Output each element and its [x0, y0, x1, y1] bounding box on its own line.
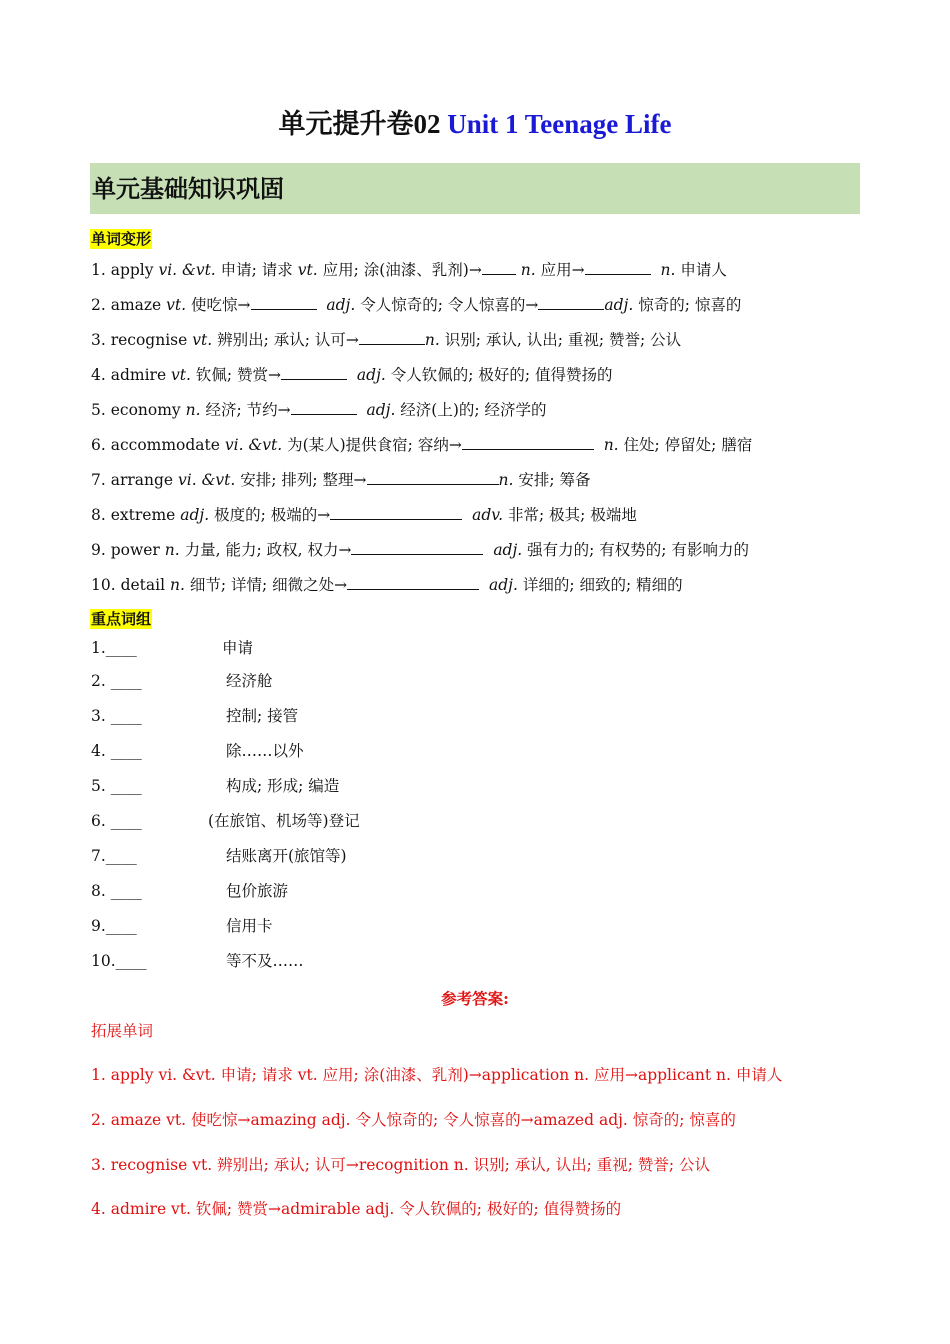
phrase-blank[interactable]: 7.____	[91, 847, 137, 865]
word-form-line: 7. arrange vi. &vt. 安排; 排列; 整理→ n. 安排; 筹备	[91, 471, 591, 489]
phrase-meaning: 等不及……	[226, 952, 304, 970]
answer-blank[interactable]	[291, 400, 357, 415]
phrase-blank[interactable]: 4. ____	[91, 742, 142, 760]
phrase-meaning: 构成; 形成; 编造	[226, 777, 340, 795]
answer-blank[interactable]	[251, 295, 317, 310]
answer-line: 2. amaze vt. 使吃惊→amazing adj. 令人惊奇的; 令人惊喜的→amazed adj. 惊奇的; 惊喜的	[91, 1111, 736, 1129]
phrase-meaning: (在旅馆、机场等)登记	[208, 812, 360, 830]
phrase-blank[interactable]: 1.____	[91, 639, 137, 657]
word-form-line: 3. recognise vt. 辨别出; 承认; 认可→ n. 识别; 承认, 认出; 重视; 赞誉; 公认	[91, 331, 682, 349]
section-banner: 单元基础知识巩固	[90, 163, 860, 214]
phrase-blank[interactable]: 9.____	[91, 917, 137, 935]
phrases-heading: 重点词组	[91, 610, 152, 628]
page-title	[0, 102, 950, 141]
word-form-line: 10. detail n. 细节; 详情; 细微之处→ adj. 详细的; 细致的; 精细的	[91, 576, 683, 594]
phrase-meaning: 包价旅游	[226, 882, 289, 900]
phrase-meaning: 控制; 接管	[226, 707, 299, 725]
phrase-meaning: 申请	[222, 639, 254, 657]
answer-blank[interactable]	[359, 330, 425, 345]
answers-title: 参考答案:	[441, 989, 509, 1008]
answer-line: 3. recognise vt. 辨别出; 承认; 认可→recognition n. 识别; 承认, 认出; 重视; 赞誉; 公认	[91, 1156, 711, 1174]
answer-blank[interactable]	[347, 575, 479, 590]
phrase-blank[interactable]: 10.____	[91, 952, 147, 970]
answer-blank[interactable]	[367, 470, 499, 485]
word-form-line: 5. economy n. 经济; 节约→ adj. 经济(上)的; 经济学的	[91, 401, 547, 419]
phrase-blank[interactable]: 8. ____	[91, 882, 142, 900]
title-english: Unit 1 Teenage Life	[447, 109, 672, 139]
answer-blank[interactable]	[330, 505, 462, 520]
phrase-meaning: 经济舱	[226, 672, 273, 690]
phrase-meaning: 结账离开(旅馆等)	[226, 847, 347, 865]
phrase-blank[interactable]: 3. ____	[91, 707, 142, 725]
answer-line: 4. admire vt. 钦佩; 赞赏→admirable adj. 令人钦佩的; 极好的; 值得赞扬的	[91, 1200, 622, 1218]
word-form-line: 1. apply vi. &vt. 申请; 请求 vt. 应用; 涂(油漆、乳剂)→ n. 应用→ n. 申请人	[91, 261, 727, 279]
word-form-line: 8. extreme adj. 极度的; 极端的→ adv. 非常; 极其; 极端地	[91, 506, 637, 524]
answer-blank[interactable]	[351, 540, 483, 555]
answer-line: 1. apply vi. &vt. 申请; 请求 vt. 应用; 涂(油漆、乳剂)→application n. 应用→applicant n. 申请人	[91, 1066, 783, 1084]
answer-blank[interactable]	[281, 365, 347, 380]
phrase-blank[interactable]: 6. ____	[91, 812, 142, 830]
phrase-meaning: 除……以外	[226, 742, 304, 760]
title-main: 单元提升卷02	[278, 109, 448, 139]
phrase-blank[interactable]: 5. ____	[91, 777, 142, 795]
word-form-line: 4. admire vt. 钦佩; 赞赏→ adj. 令人钦佩的; 极好的; 值得赞扬的	[91, 366, 613, 384]
word-form-line: 9. power n. 力量, 能力; 政权, 权力→ adj. 强有力的; 有权势的; 有影响力的	[91, 541, 749, 559]
answer-blank[interactable]	[462, 435, 594, 450]
answer-blank[interactable]	[585, 260, 651, 275]
answer-blank[interactable]	[538, 295, 604, 310]
word-forms-heading: 单词变形	[91, 230, 152, 248]
word-form-line: 2. amaze vt. 使吃惊→ adj. 令人惊奇的; 令人惊喜的→ adj. 惊奇的; 惊喜的	[91, 296, 742, 314]
answers-section-heading: 拓展单词	[91, 1022, 154, 1040]
phrase-meaning: 信用卡	[226, 917, 273, 935]
phrase-blank[interactable]: 2. ____	[91, 672, 142, 690]
word-form-line: 6. accommodate vi. &vt. 为(某人)提供食宿; 容纳→ n. 住处; 停留处; 膳宿	[91, 436, 753, 454]
answer-blank[interactable]	[482, 260, 516, 275]
